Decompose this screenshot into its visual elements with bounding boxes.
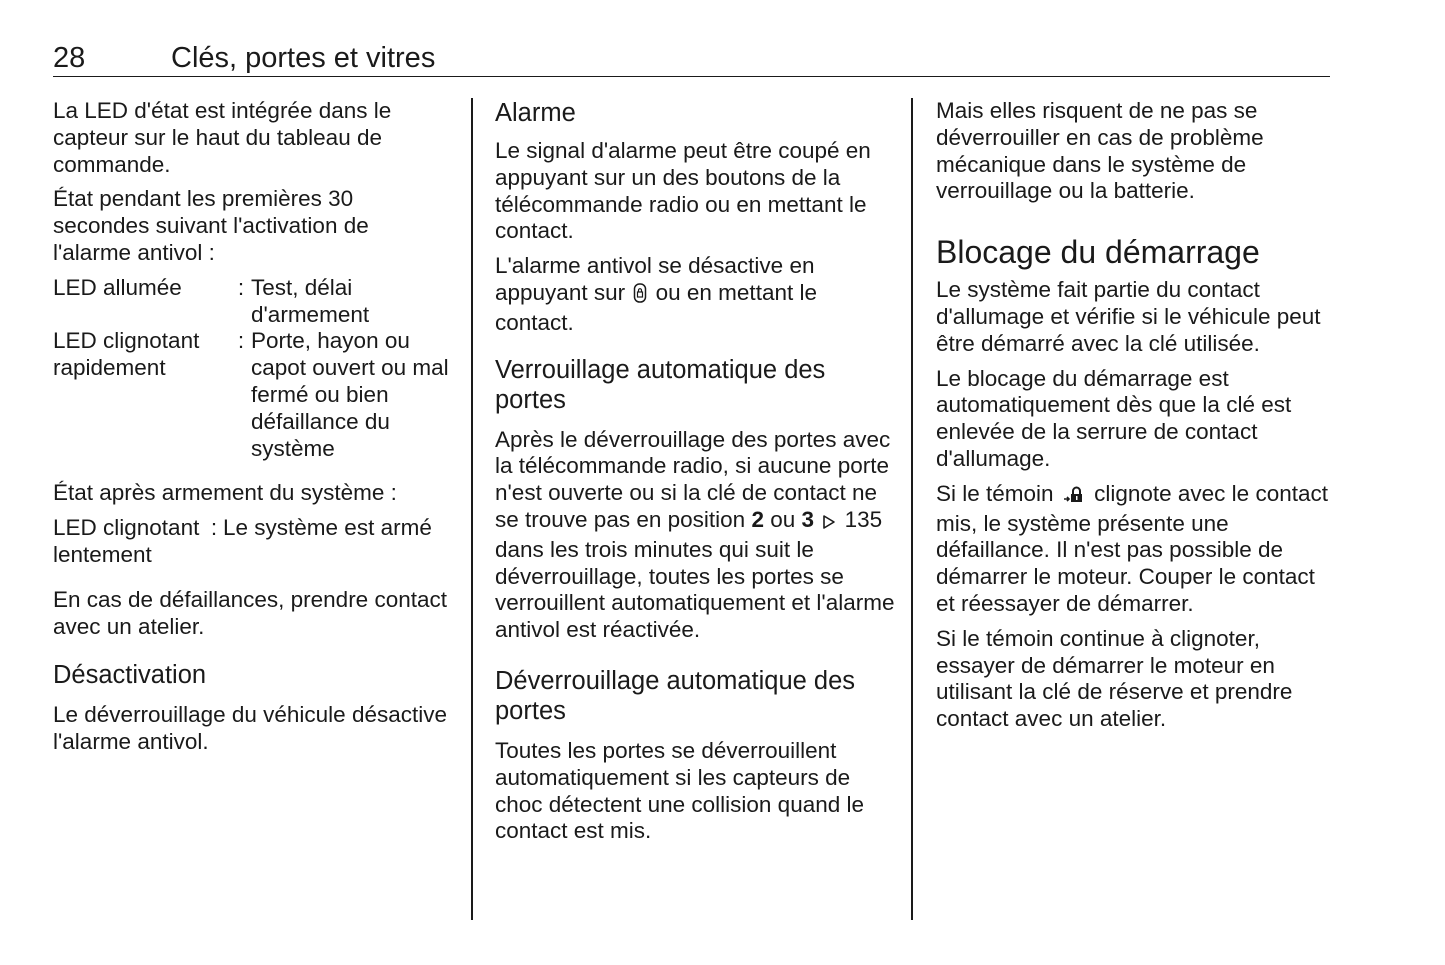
table-label: LED allumée: [53, 274, 182, 300]
led-status-table: [53, 275, 453, 463]
text: ou en mettant le contact.: [495, 279, 817, 335]
lock-button-icon: [633, 283, 647, 310]
paragraph: Le signal d'alarme peut être coupé en appuyant sur un des boutons de la télécommande radio ou en mettant le contact.: [495, 138, 871, 244]
chapter-title: Clés, portes et vitres: [171, 42, 436, 74]
section-title: Blocage du démarrage: [936, 234, 1260, 271]
section-heading: Désactivation: [53, 661, 207, 690]
paragraph: [936, 481, 1336, 618]
table-label: LED clignotant rapidement: [53, 328, 200, 381]
text: Si le témoin: [936, 480, 1054, 506]
page-header: [53, 40, 1330, 77]
led-armed-table: [53, 515, 453, 569]
paragraph: [495, 427, 895, 644]
page-reference-arrow-icon: [822, 510, 836, 537]
immobilizer-warning-icon: [1062, 484, 1086, 511]
paragraph: Si le témoin continue à clignoter, essayer de démarrer le moteur en utilisant la clé de réserve et prendre contact avec un atelier.: [936, 625, 1293, 732]
page-reference: 135: [844, 506, 883, 532]
key-position: 2: [751, 506, 764, 532]
paragraph: Le système fait partie du contact d'allumage et vérifie si le véhicule peut être démarré avec la clé utilisée.: [936, 277, 1321, 356]
column-3: [936, 98, 1336, 741]
paragraph: En cas de défaillances, prendre contact avec un atelier.: [53, 586, 447, 639]
paragraph: Le blocage du démarrage est automatiquement dès que la clé est enlevée de la serrure de contact d'allumage.: [936, 365, 1292, 471]
section-heading: Alarme: [495, 99, 576, 127]
key-position: 3: [801, 506, 815, 532]
column-divider: [911, 98, 913, 920]
table-desc: Le système est armé: [223, 515, 432, 541]
text: Après le déverrouillage des portes avec la télécommande radio, si aucune porte n'est ouverte ou si la clé de contact ne se trouve pas en position: [495, 426, 891, 532]
paragraph: La LED d'état est intégrée dans le capteur sur le haut du tableau de commande.: [53, 98, 392, 177]
text: L'alarme antivol se désactive en appuyant sur: [495, 253, 815, 305]
section-heading: Déverrouillage automatique des portes: [495, 666, 856, 725]
table-separator: :: [237, 274, 245, 300]
table-separator: :: [210, 515, 218, 541]
table-label: LED clignotant lentement: [53, 515, 200, 567]
text: clignote avec le contact mis, le système présente une défaillance. Il n'est pas possible de démarrer le moteur. Couper le contact et réessayer de démarrer.: [936, 480, 1328, 616]
paragraph: Le déverrouillage du véhicule désactive l'alarme antivol.: [53, 702, 448, 755]
text: ou: [770, 506, 796, 532]
table-desc: Porte, hayon ou capot ouvert ou mal fermé ou bien défaillance du système: [251, 328, 449, 461]
paragraph: État après armement du système :: [53, 480, 397, 506]
paragraph: Mais elles risquent de ne pas se déverrouiller en cas de problème mécanique dans le système de verrouillage ou la batterie.: [936, 98, 1264, 204]
page-number: 28: [53, 42, 86, 74]
section-heading: Verrouillage automatique des portes: [495, 355, 826, 414]
paragraph: [495, 253, 895, 336]
column-1: [53, 98, 453, 764]
column-2: [495, 98, 895, 853]
table-desc: Test, délai d'armement: [251, 274, 370, 327]
paragraph: Toutes les portes se déverrouillent automatiquement si les capteurs de choc détectent une collision quand le contact est mis.: [495, 737, 865, 844]
text: dans les trois minutes qui suit le déverrouillage, toutes les portes se verrouillent automatiquement et l'alarme antivol est réactivée.: [495, 536, 895, 643]
table-separator: :: [237, 328, 245, 354]
paragraph: État pendant les premières 30 secondes suivant l'activation de l'alarme antivol :: [53, 186, 369, 265]
column-divider: [471, 98, 473, 920]
